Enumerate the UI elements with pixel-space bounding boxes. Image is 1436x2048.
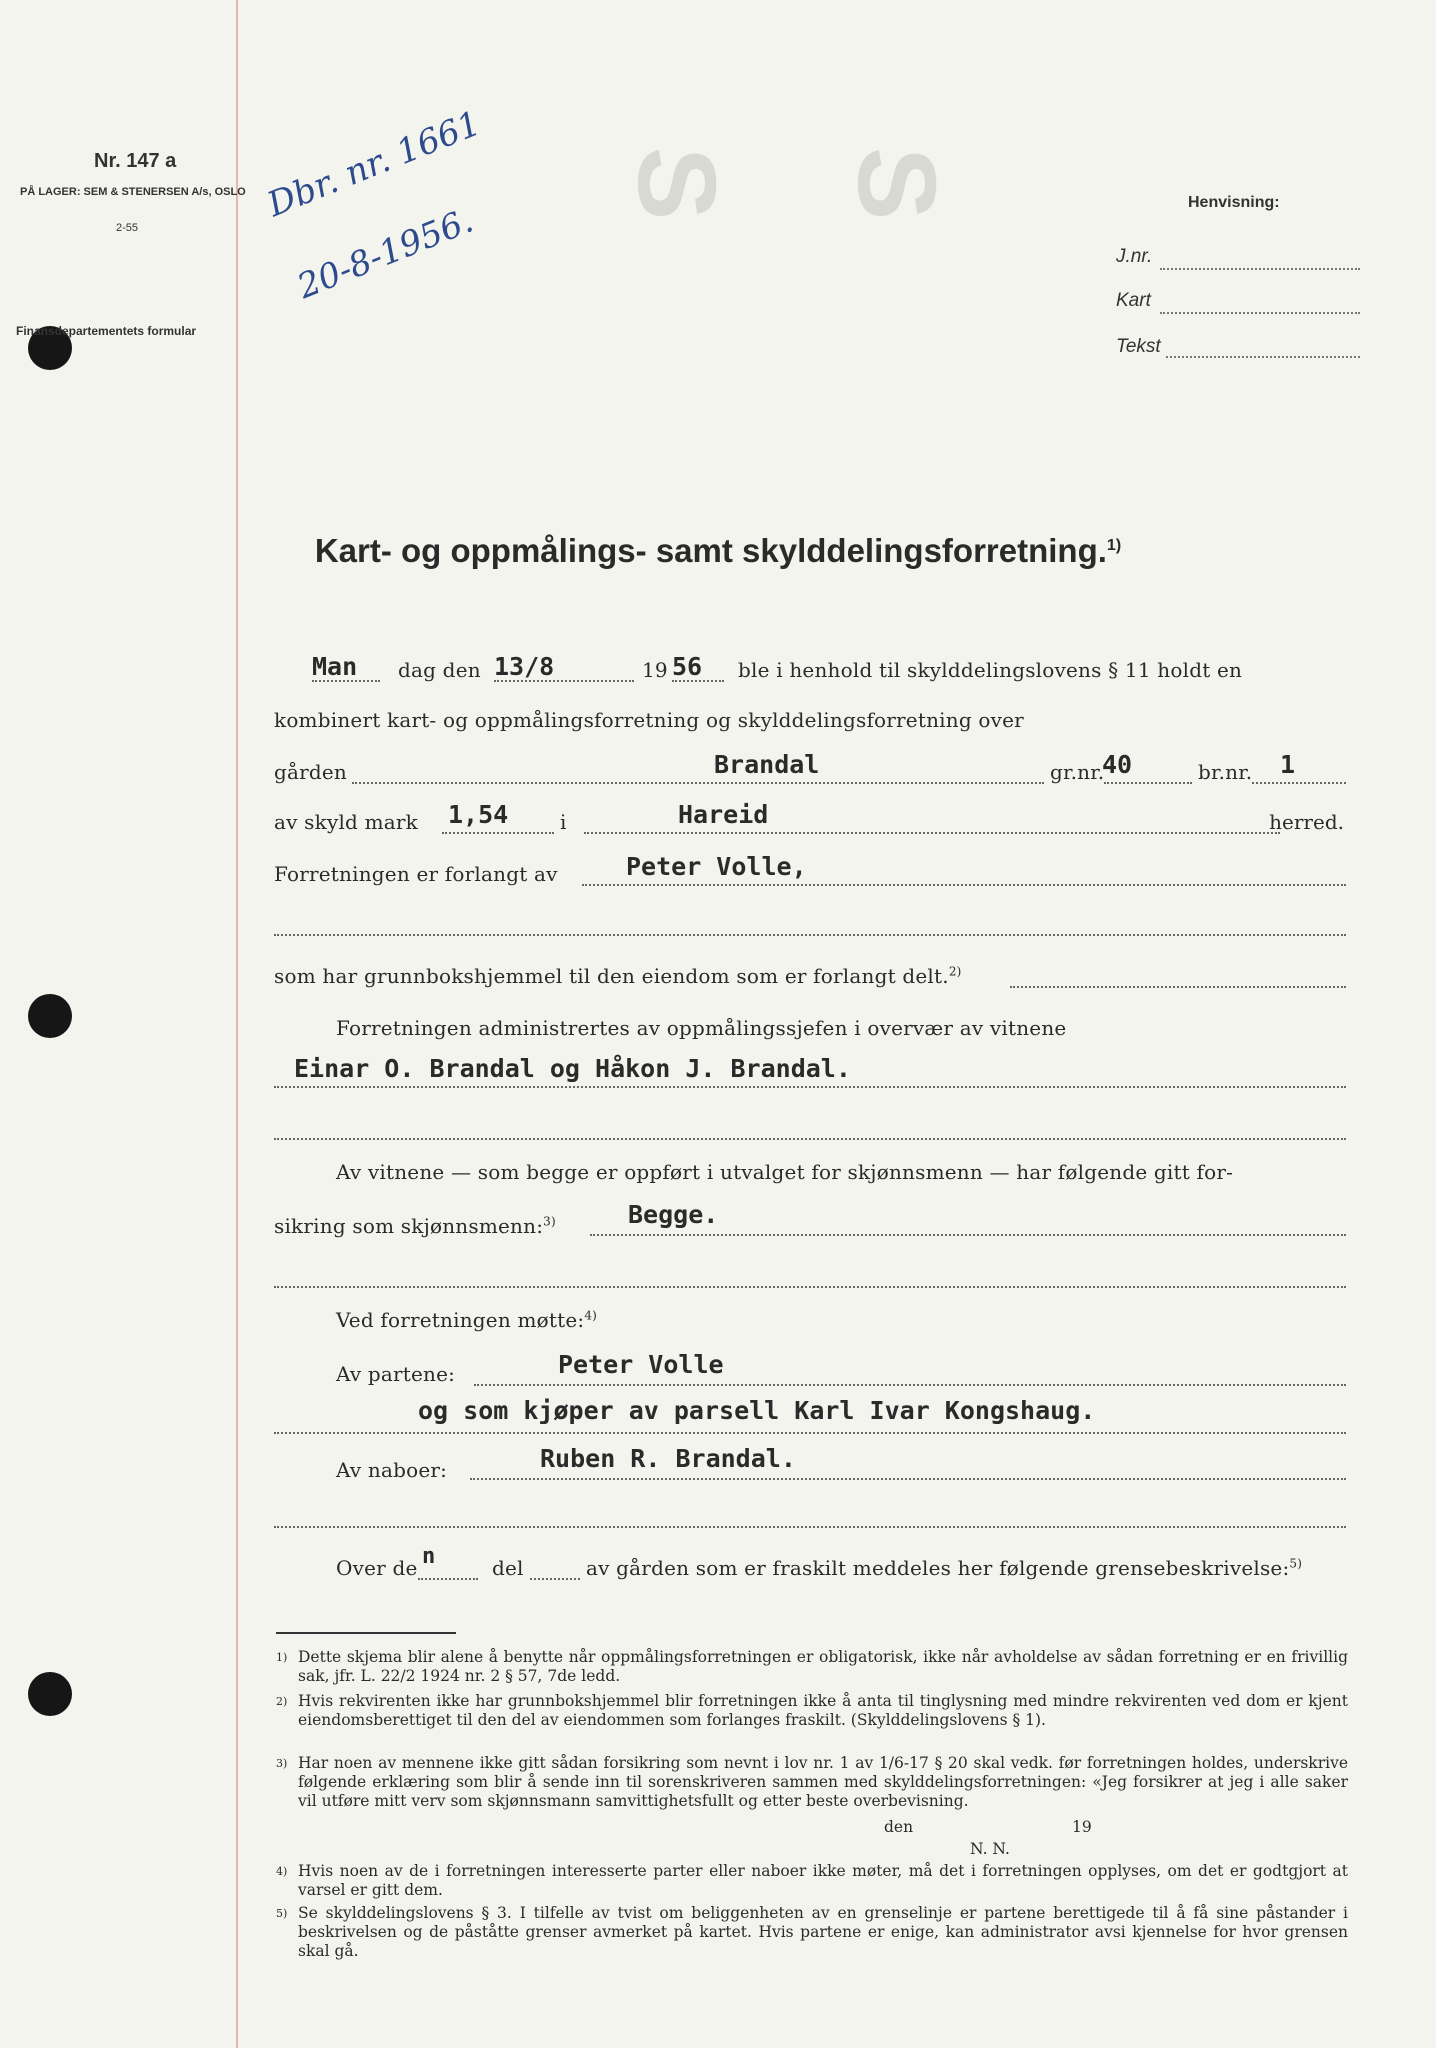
skyld-label: av skyld mark (274, 810, 418, 834)
footnote-4: 4) Hvis noen av de i forretningen interesserte parter eller naboer ikke møter, må det i forretningen opplyses, om det er godtgjort at varsel er gitt dem. (276, 1862, 1348, 1899)
herred-label: herred. (1269, 810, 1344, 834)
fill-line (274, 1526, 1346, 1528)
met-label: Ved forretningen møtte:$^{4)}$ (336, 1308, 598, 1332)
fill-line (274, 1086, 1346, 1088)
fill-line (442, 832, 554, 834)
print-date: 2-55 (116, 222, 139, 234)
brnr-label: br.nr. (1198, 760, 1253, 784)
fill-line (1010, 986, 1346, 988)
registry-number-stamp: Dbr. nr. 1661 (262, 103, 487, 226)
bleed-through: S (835, 146, 959, 221)
fill-line (582, 884, 1346, 886)
ref-kart-label: Kart (1116, 290, 1151, 311)
date-fill: 13/8 (494, 652, 555, 681)
i-label: i (560, 810, 567, 834)
fill-line (530, 1578, 580, 1580)
requested-by-label: Forretningen er forlangt av (274, 862, 558, 886)
line1-text: ble i henhold til skylddelingslovens § 11 holdt en (738, 658, 1243, 682)
fill-line (584, 832, 1280, 834)
punch-hole (28, 994, 72, 1038)
ref-jnr-line (1160, 268, 1360, 270)
fill-line (274, 1138, 1346, 1140)
footnote-2: 2) Hvis rekvirenten ikke har grunnbokshjemmel blir forretningen ikke å anta til tinglysning med mindre rekvirenten ved dom er kjent eiendomsberettiget til den del av eiendommen som forlanges fraskilt. (Skylddelingslovens § 1). (276, 1692, 1348, 1729)
ref-tekst-line (1166, 356, 1360, 358)
fill-line (352, 782, 1044, 784)
brnr-fill: 1 (1280, 750, 1296, 779)
ref-kart-line (1160, 312, 1360, 314)
ref-tekst-label: Tekst (1116, 336, 1161, 357)
del-label: del (492, 1556, 524, 1580)
footnote-5: 5) Se skylddelingslovens § 3. I tilfelle av tvist om beliggenheten av en grenselinje er partene berettigede til å få sine påstander i beskrivelsen og de påståtte grenser avmerket på kartet. Hvis partene er enige, kan administrator avsi kjennelse for hvor grensen skal gå. (276, 1904, 1348, 1960)
fill-line (590, 1234, 1346, 1236)
grunnbok-text: som har grunnbokshjemmel til den eiendom som er forlangt delt.$^{2)}$ (274, 964, 962, 988)
fill-line (1104, 782, 1192, 784)
footnote-3: 3) Har noen av mennene ikke gitt sådan forsikring som nevnt i lov nr. 1 av 1/6-17 § 20 skal vedk. før forretningen holdes, underskrive følgende erklæring som blir å sende inn til sorenskriveren sammen med skylddelingsforretningen: «Jeg forsikrer at jeg i alle saker vil utføre mitt verv som skjønnsmann samvittighetsfullt og etter beste overbevisning. (276, 1754, 1348, 1810)
witness-answer-fill: Begge. (628, 1200, 719, 1229)
footnote-1: 1) Dette skjema blir alene å benytte når oppmålingsforretningen er obligatorisk, ikke når avholdelse av sådan forretning er en frivillig sak, jfr. L. 22/2 1924 nr. 2 § 57, 7de ledd. (276, 1648, 1348, 1685)
fill-line (1252, 782, 1346, 784)
fill-line (474, 1384, 1346, 1386)
skyld-fill: 1,54 (448, 800, 509, 829)
over-label: Over de (336, 1556, 418, 1580)
parties-fill-line2: og som kjøper av parsell Karl Ivar Kongshaug. (418, 1396, 1096, 1425)
punch-hole (28, 1672, 72, 1716)
footnote-rule (276, 1632, 456, 1634)
neighbours-fill: Ruben R. Brandal. (540, 1444, 796, 1473)
grnr-fill: 40 (1102, 750, 1133, 779)
description-text: av gården som er fraskilt meddeles her følgende grensebeskrivelse:$^{5)}$ (586, 1556, 1303, 1580)
registry-date-stamp: 20-8-1956. (292, 200, 479, 308)
witnesses-fill: Einar O. Brandal og Håkon J. Brandal. (294, 1054, 851, 1083)
fill-line (274, 1286, 1346, 1288)
fill-line (312, 680, 380, 682)
over-fill: n (422, 1544, 436, 1569)
administered-text: Forretningen administrertes av oppmålingssjefen i overvær av vitnene (336, 1016, 1067, 1040)
municipality-fill: Hareid (678, 800, 769, 829)
fill-line (274, 934, 1346, 936)
line2-text: kombinert kart- og oppmålingsforretning og skylddelingsforretning over (274, 708, 1024, 732)
fill-line (672, 680, 724, 682)
fill-line (494, 680, 634, 682)
bleed-through: S (615, 146, 739, 221)
ref-jnr-label: J.nr. (1116, 246, 1153, 267)
fill-line (470, 1478, 1346, 1480)
witness-line2: sikring som skjønnsmenn:$^{3)}$ (274, 1214, 556, 1238)
margin-rule (236, 0, 238, 2048)
parties-fill: Peter Volle (558, 1350, 724, 1379)
year-fill: 56 (672, 652, 703, 681)
signature-year: 19 (1072, 1818, 1092, 1836)
grnr-label: gr.nr. (1050, 760, 1105, 784)
year-prefix: 19 (642, 658, 668, 682)
parties-label: Av partene: (336, 1362, 456, 1386)
form-owner: Finansdepartementets formular (16, 324, 197, 338)
form-number: Nr. 147 a (94, 150, 177, 172)
fill-line (274, 1432, 1346, 1434)
day-label: dag den (398, 658, 481, 682)
neighbours-label: Av naboer: (336, 1458, 448, 1482)
signature-den: den (884, 1818, 914, 1836)
signature-name: N. N. (970, 1840, 1010, 1858)
farm-label: gården (274, 760, 348, 784)
requested-by-fill: Peter Volle, (626, 852, 807, 881)
reference-label: Henvisning: (1188, 194, 1280, 211)
weekday-fill: Man (312, 652, 358, 681)
printer-line: PÅ LAGER: SEM & STENERSEN A/s, OSLO (20, 186, 246, 198)
document-title: Kart- og oppmålings- samt skylddelingsforretning.$^{1)}$ (314, 532, 1122, 569)
farm-name-fill: Brandal (714, 750, 820, 779)
witness-line1: Av vitnene — som begge er oppført i utvalget for skjønnsmenn — har følgende gitt for- (336, 1160, 1234, 1184)
fill-line (418, 1578, 478, 1580)
